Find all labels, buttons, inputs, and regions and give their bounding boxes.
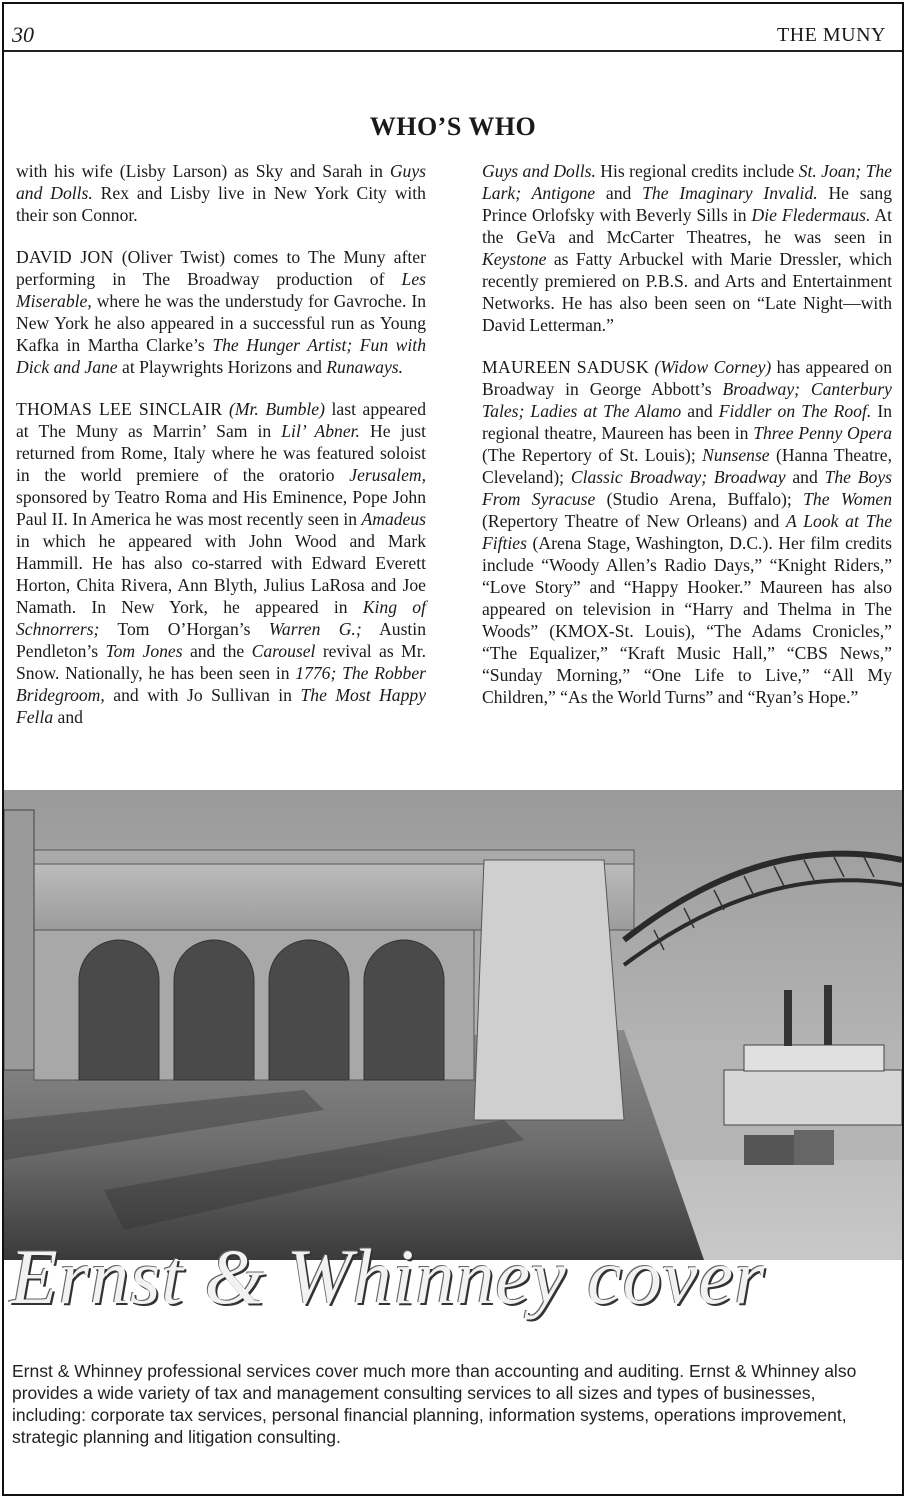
performer-name: THOMAS LEE SINCLAIR	[16, 399, 223, 419]
text-run: and	[681, 401, 719, 421]
text-run: Rex and Lisby live in New York City with their son Connor.	[16, 183, 426, 225]
italic-title: Guys and Dolls.	[16, 161, 426, 203]
text-run: with his wife (Lisby Larson) as Sky and Sarah in	[16, 161, 390, 181]
text-run: sponsored by Teatro Roma and His Eminence, Pope John Paul II. In America he was most recently seen in	[16, 487, 426, 529]
text-run: last appeared at The Muny as Marrin’ Sam in	[16, 399, 426, 441]
italic-title: 1776; The Robber Bridegroom,	[16, 663, 426, 705]
text-run: and	[595, 183, 643, 203]
text-run: as Fatty Arbuckel with Marie Dressler, which recently premiered on P.B.S. and Arts and Entertainment Networks. He has also been seen on “Late Night—with David Letterman.”	[482, 249, 892, 335]
text-run: revival as Mr. Snow. Nationally, he has been seen in	[16, 641, 426, 683]
left-column	[16, 160, 426, 748]
italic-title: The Imaginary Invalid.	[642, 183, 818, 203]
italic-title: Die Fledermaus.	[751, 205, 871, 225]
italic-title: The Women	[803, 489, 892, 509]
program-page	[2, 2, 904, 1496]
text-run: (Hanna Theatre, Cleveland);	[482, 445, 893, 487]
header-rule	[4, 50, 902, 52]
italic-title: Keystone	[482, 249, 547, 269]
text-run: He just returned from Rome, Italy where he was featured soloist in the world premiere of the oratorio	[16, 421, 427, 485]
italic-title: Nunsense	[702, 445, 770, 465]
text-run: at Playwrights Horizons and	[117, 357, 327, 377]
page-number: 30	[12, 22, 34, 47]
italic-title: Broadway; Canterbury Tales; Ladies at The Alamo	[482, 379, 892, 421]
italic-title: Amadeus	[361, 509, 426, 529]
italic-title: Les Miserable,	[16, 269, 426, 311]
italic-title: Carousel	[251, 641, 316, 661]
italic-title: Runaways.	[326, 357, 404, 377]
section-title: WHO’S WHO	[369, 112, 537, 141]
ad-illustration-riverfront-bridge	[4, 790, 902, 1260]
performer-name: MAUREEN SADUSK	[482, 357, 649, 377]
ad-body-text: Ernst & Whinney professional services cover much more than accounting and auditing. Ernst & Whinney also provides a wide variety of tax and management consulting services to all sizes and types of businesses, including: corporate tax services, personal financial planning, information systems, operations improvement, strategic planning and litigation consulting.	[12, 1361, 857, 1447]
text-run: (Studio Arena, Buffalo);	[595, 489, 804, 509]
italic-title: A Look at The Fifties	[482, 511, 893, 553]
italic-title: Warren G.;	[268, 619, 362, 639]
italic-title: St. Joan; The Lark; Antigone	[482, 161, 892, 203]
italic-title: Three Penny Opera	[753, 423, 892, 443]
bio-paragraph-thomas-lee-sinclair	[16, 398, 426, 728]
italic-title: (Mr. Bumble)	[229, 399, 325, 419]
text-run: and with Jo Sullivan in	[104, 685, 301, 705]
text-run: Austin Pendleton’s	[16, 619, 426, 661]
italic-title: Lil’ Abner.	[281, 421, 360, 441]
text-run: He sang Prince Orlofsky with Beverly Sills in	[482, 183, 893, 225]
italic-title: Guys and Dolls.	[482, 161, 596, 181]
bio-paragraph-david-jon	[16, 246, 426, 378]
performer-name: DAVID JON	[16, 247, 114, 267]
bio-paragraph-continued	[482, 160, 892, 336]
text-run: Tom O’Horgan’s	[99, 619, 269, 639]
text-run: and the	[182, 641, 252, 661]
bio-paragraph	[16, 160, 426, 226]
running-head: THE MUNY	[777, 24, 886, 46]
italic-title: Fiddler on The Roof.	[718, 401, 872, 421]
text-run: At the GeVa and McCarter Theatres, he was seen in	[482, 205, 892, 247]
italic-title: Tom Jones	[105, 641, 183, 661]
text-run: In regional theatre, Maureen has been in	[482, 401, 892, 443]
text-run: (Arena Stage, Washington, D.C.). Her film credits include “Woody Allen’s Radio Days,” “Knight Riders,” “Love Story” and “Happy Hooker.” Maureen has also appeared on television in “Harry and Thelma in The Woods” (KMOX-St. Louis), “The Adams Cronicles,” “The Equalizer,” “Kraft Music Hall,” “CBS News,” “Sunday Morning,” “One Life to Live,” “All My Children,” “As the World Turns” and “Ryan’s Hope.”	[482, 533, 892, 707]
italic-title: The Boys From Syracuse	[482, 467, 892, 509]
right-column	[482, 160, 892, 728]
text-run: and	[785, 467, 825, 487]
text-run: in which he appeared with John Wood and Mark Hammill. He has also co-starred with Edward Everett Horton, Chita Rivera, Ann Blyth, Julius LaRosa and Joe Namath. In New York, he appeared in	[16, 531, 426, 617]
italic-title: The Most Happy Fella	[16, 685, 426, 727]
italic-title: (Widow Corney)	[654, 357, 772, 377]
italic-title: Jerusalem,	[349, 465, 426, 485]
italic-title: King of Schnorrers;	[16, 597, 426, 639]
italic-title: The Hunger Artist; Fun with Dick and Jane	[16, 335, 426, 377]
text-run: where he was the understudy for Gavroche. In New York he also appeared in a successful run as Young Kafka in Martha Clarke’s	[16, 291, 426, 355]
page-header	[4, 4, 902, 48]
bio-paragraph-maureen-sadusk	[482, 356, 892, 708]
text-run: (The Repertory of St. Louis);	[482, 445, 703, 465]
italic-title: Classic Broadway; Broadway	[570, 467, 786, 487]
ad-headline: Ernst & Whinney cover	[10, 1233, 766, 1320]
text-run: has appeared on Broadway in George Abbott’s	[482, 357, 893, 399]
text-run: (Oliver Twist) comes to The Muny after performing in The Broadway production of	[16, 247, 426, 289]
text-run: and	[53, 707, 83, 727]
text-run: His regional credits include	[595, 161, 799, 181]
text-run: (Repertory Theatre of New Orleans) and	[482, 511, 787, 531]
